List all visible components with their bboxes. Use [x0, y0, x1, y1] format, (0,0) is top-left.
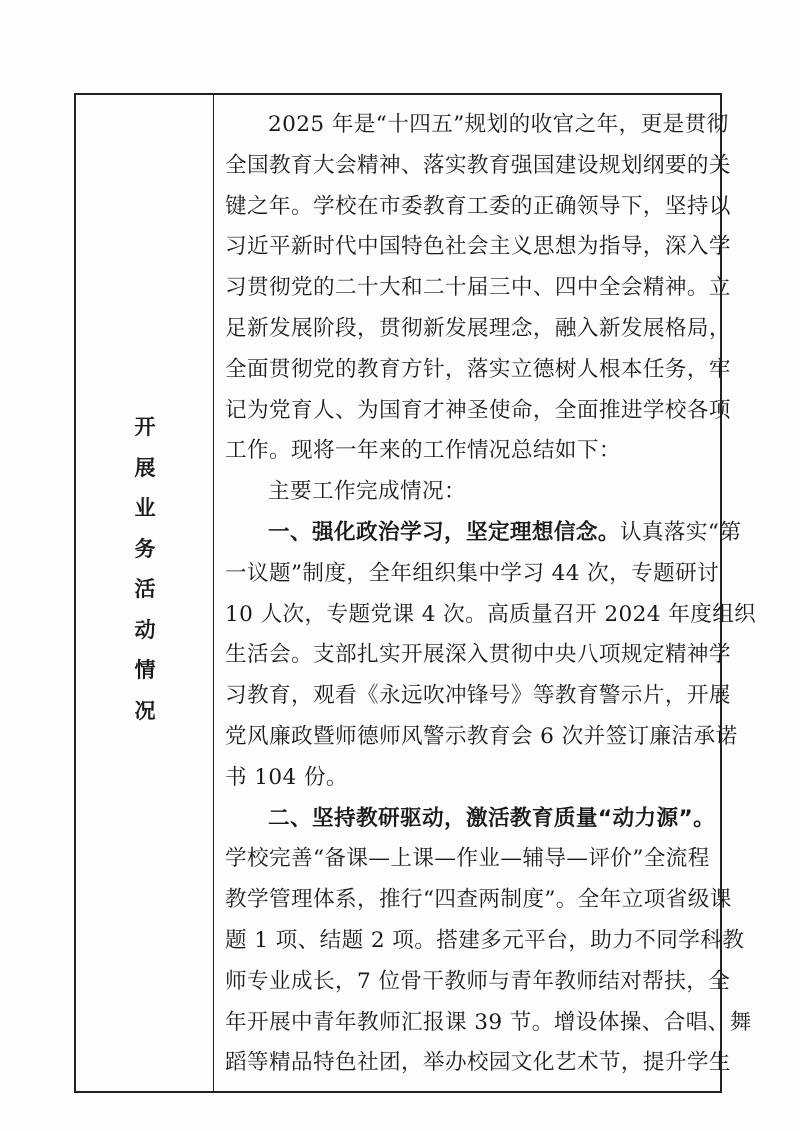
text-line: [225, 595, 757, 636]
line-text: 全面贯彻党的教育方针，落实立德树人根本任务，牢: [225, 356, 731, 382]
text-line: [225, 635, 731, 676]
section-heading: 一、强化政治学习，坚定理想信念。: [268, 519, 620, 545]
text-line: [225, 676, 731, 717]
text-line: [225, 554, 720, 595]
line-text: 工作。现将一年来的工作情况总结如下：: [225, 438, 621, 464]
line-text: 题 1 项、结题 2 项。搭建多元平台，助力不同学科教: [225, 927, 745, 953]
line-text: 认真落实“第: [619, 519, 742, 545]
line-text: 年开展中青年教师汇报课 39 节。增设体操、合唱、舞: [225, 1009, 752, 1035]
line-text: 习教育，观看《永远吹冲锋号》等教育警示片，开展: [225, 683, 731, 709]
text-line: [225, 350, 731, 391]
line-text: 书 104 份。: [225, 764, 348, 790]
text-line: [225, 962, 731, 1003]
line-text: 记为党育人、为国育才神圣使命，全面推进学校各项: [225, 397, 731, 423]
heading-char: 展: [134, 455, 156, 480]
text-line: [225, 431, 711, 472]
text-line: [225, 1043, 731, 1084]
heading-char: 情: [134, 658, 156, 682]
line-text: 学校完善“备课—上课—作业—辅导—评价”全流程: [225, 846, 710, 872]
text-line: [225, 227, 731, 268]
heading-char: 业: [134, 496, 156, 520]
line-text: 键之年。学校在市委教育工委的正确领导下，坚持以: [225, 193, 731, 219]
text-line: [225, 105, 729, 146]
text-line: [225, 146, 731, 187]
text-line: [225, 268, 731, 309]
line-text: 生活会。支部扎实开展深入贯彻中央八项规定精神学: [225, 642, 731, 668]
line-text: 蹈等精品特色社团，举办校园文化艺术节，提升学生: [225, 1050, 731, 1076]
heading-char: 开: [134, 415, 156, 439]
text-line: [225, 391, 731, 432]
text-line: [225, 309, 731, 350]
section-heading-vertical: [132, 407, 158, 731]
line-text: 习贯彻党的二十大和二十届三中、四中全会精神。立: [225, 275, 731, 301]
heading-char: 况: [134, 698, 156, 723]
line-text: 教学管理体系，推行“四查两制度”。全年立项省级课: [225, 887, 732, 913]
text-line: [225, 717, 738, 758]
text-line: [225, 880, 732, 921]
section-heading: 二、坚持教研驱动，激活教育质量“动力源”。: [268, 805, 716, 831]
text-line: [225, 513, 742, 554]
line-text: 主要工作完成情况：: [268, 479, 466, 505]
heading-char: 务: [134, 536, 156, 561]
report-table: [74, 93, 757, 1093]
text-line: [225, 839, 711, 880]
table-label-cell: [76, 95, 214, 1091]
text-line: [225, 472, 711, 513]
line-text: 师专业成长，7 位骨干教师与青年教师结对帮扶，全: [225, 968, 731, 994]
line-text: 2025 年是“十四五”规划的收官之年，更是贯彻: [268, 112, 729, 137]
text-line: [225, 1003, 752, 1044]
heading-char: 动: [134, 617, 156, 642]
text-line: [225, 921, 745, 962]
line-text: 10 人次，专题党课 4 次。高质量召开 2024 年度组织: [225, 601, 757, 627]
heading-char: 活: [134, 577, 156, 601]
text-line: [225, 758, 711, 799]
text-line: [225, 187, 731, 228]
line-text: 足新发展阶段，贯彻新发展理念，融入新发展格局，: [225, 315, 731, 341]
line-text: 党风廉政暨师德师风警示教育会 6 次并签订廉洁承诺: [225, 723, 738, 749]
line-text: 一议题”制度，全年组织集中学习 44 次，专题研讨: [225, 560, 720, 586]
text-line: [225, 799, 716, 840]
line-text: 全国教育大会精神、落实教育强国建设规划纲要的关: [225, 152, 731, 178]
report-body-text: [225, 105, 757, 1084]
line-text: 习近平新时代中国特色社会主义思想为指导，深入学: [225, 234, 731, 260]
